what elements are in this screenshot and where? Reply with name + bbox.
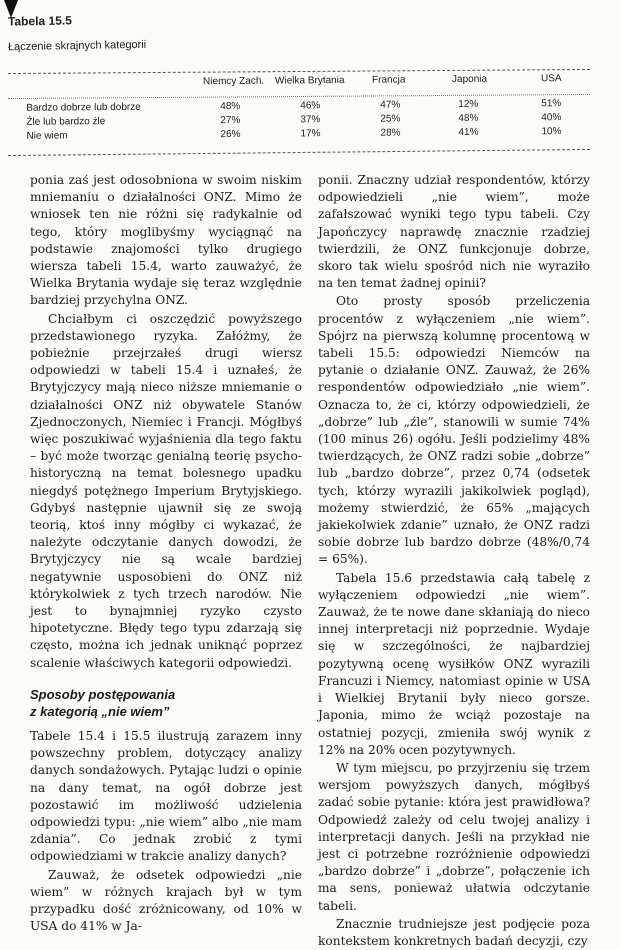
paragraph: Oto prosty sposób przeliczenia procentów z wyłączeniem „nie wiem”. Spójrz na pierwszą kolumnę procentową w tabeli 15.5: odpowiedzi Niemców na pytanie o działanie ONZ. Zauważ, że 26% respondentów odpowiedziało „nie wiem”. Oznacza to, że ci, którzy odpowiedzieli, że „dobrze” lub „źle”, stanowili w sumie 74% (100 minus 26) ogółu. Jeśli podzielimy 48% twierdzących, że ONZ radzi sobie „dobrze” lub „bardzo dobrze”, przez 0,74 (odsetek tych, którzy wyrazili jakikolwiek pogląd), możemy stwierdzić, że 65% „mających jakiekolwiek zdanie” uznało, że ONZ radzi sobie dobrze lub bardzo dobrze (48%/0,74 = 65%).: [318, 294, 590, 567]
section-heading-line: z kategorią „nie wiem”: [30, 703, 170, 719]
paragraph: ponii. Znaczny udział respondentów, którzy odpowiedzieli „nie wiem”, może zafałszować wyniki tego typu tabeli. Czy Japończycy naprawdę znacznie rzadziej twierdzili, że ONZ funkcjonuje dobrze, skoro tak wielu spośród nich nie wyraziło na ten temat żadnej opinii?: [318, 173, 590, 291]
column-header: USA: [540, 73, 562, 85]
section-heading: [30, 686, 302, 720]
column-header: Niemcy Zach.: [202, 75, 265, 88]
section-heading-line: Sposoby postępowania: [30, 686, 176, 702]
table-cell: 40%: [541, 112, 562, 124]
column-header: Francja: [371, 74, 406, 86]
table-cell: 46%: [300, 100, 321, 112]
paragraph: W tym miejscu, po przyjrzeniu się trzem wersjom powyższych danych, mógłbyś zadać sobie pytanie: która jest prawidłowa? Odpowiedź zależy od celu twojej analizy i interpretacji danych. Jeśli na przykład nie jest ci potrzebne rozróżnienie odpowiedzi „bardzo dobrze” i „dobrze”, połączenie ich ma sens, ponieważ ułatwia odczytanie tabeli.: [318, 760, 590, 913]
paragraph: Tabele 15.4 i 15.5 ilustrują zarazem inny powszechny problem, dotyczący analizy danych sondażowych. Pytając ludzi o opinie na dany temat, na ogół dobrze jest pozostawić im możliwość udzielenia odpowiedzi typu: „nie wiem” albo „nie mam zdania”. Co jednak zrobić z tymi odpowiedziami w trakcie analizy danych?: [30, 728, 302, 864]
table-cell: 47%: [380, 99, 401, 111]
paragraph: Chciałbym ci oszczędzić powyższego przedstawionego ryzyka. Załóżmy, że pobieżnie przejrzałeś drugi wiersz odpowiedzi w tabeli 15.4 i uznałeś, że Brytyjczycy mają nieco niższe mniemanie o działalności ONZ niż obywatele Stanów Zjednoczonych, Niemiec i Francji. Mógłbyś więc poszukiwać wyjaśnienia dla tego faktu – być może tworząc genialną teorię psycho-historyczną na temat bolesnego upadku niegdyś potężnego Imperium Brytyjskiego. Gdybyś następnie ujawnił się ze swoją teorią, ktoś inny mógłby ci wykazać, że należyte odczytanie danych dowodzi, że Brytyjczycy nie są wcale bardziej negatywnie usposobieni do ONZ niż którykolwiek z tych trzech narodów. Nie jest to bynajmniej ryzyko czysto hipotetyczne. Błędy tego typu zdarzają się często, można ich jednak uniknąć poprzez scalenie właściwych kategorii odpowiedzi.: [30, 311, 302, 670]
table-cell: 48%: [458, 112, 479, 125]
paragraph: Tabela 15.6 przedstawia całą tabelę z wyłączeniem odpowiedzi „nie wiem”. Zauważ, że te nowe dane skłaniają do nieco innej interpretacji niż poprzednie. Wydaje się w szczególności, że najbardziej pozytywną ocenę wysiłków ONZ wyrazili Francuzi i Niemcy, natomiast opinie w USA i Wielkiej Brytanii były nieco gorsze. Japonia, mimo że wciąż pozostaje na ostatniej pozycji, zmieniła swój wynik z 12% na 20% ocen pozytywnych.: [318, 570, 590, 757]
paragraph: Zauważ, że odsetek odpowiedzi „nie wiem” w różnych krajach był w tym przypadku dość zróżnicowany, od 10% w USA do 41% w Ja-: [30, 867, 302, 934]
stats-table: [0, 73, 601, 158]
table-cell: 41%: [458, 126, 479, 139]
row-label: Bardzo dobrze lub dobrze: [26, 101, 141, 114]
column-header: Japonia: [451, 73, 488, 86]
table-cell: 25%: [380, 113, 401, 125]
table-cell: 37%: [300, 114, 321, 126]
right-text-column: [318, 172, 590, 950]
row-label: Źle lub bardzo źle: [26, 116, 106, 128]
table-cell: 51%: [541, 98, 562, 110]
table-label: Tabela 15.5: [7, 13, 72, 29]
row-label: Nie wiem: [26, 130, 68, 142]
column-header: Wielka Brytania: [274, 74, 345, 87]
left-text-column: [30, 172, 302, 935]
table-cell: 10%: [541, 126, 562, 138]
table-caption: Łączenie skrajnych kategorii: [7, 38, 147, 54]
table-cell: 26%: [220, 128, 241, 141]
table-cell: 27%: [220, 114, 241, 127]
paragraph: ponia zaś jest odosobniona w swoim niskim mniemaniu o działalności ONZ. Mimo że wniosek ten nie różni się radykalnie od tego, który moglibyśmy wyciągnąć na podstawie znajomości tylko drugiego wiersza tabeli 15.4, warto zauważyć, że Wielka Brytania wydaje się teraz względnie bardziej przychylna ONZ.: [30, 173, 302, 308]
table-cell: 12%: [458, 98, 479, 111]
table-cell: 17%: [300, 128, 321, 140]
table-cell: 48%: [220, 100, 241, 113]
table-cell: 28%: [380, 127, 401, 139]
paragraph: Znacznie trudniejsze jest podjęcie poza kontekstem konkretnych badań decyzji, czy: [318, 916, 590, 948]
